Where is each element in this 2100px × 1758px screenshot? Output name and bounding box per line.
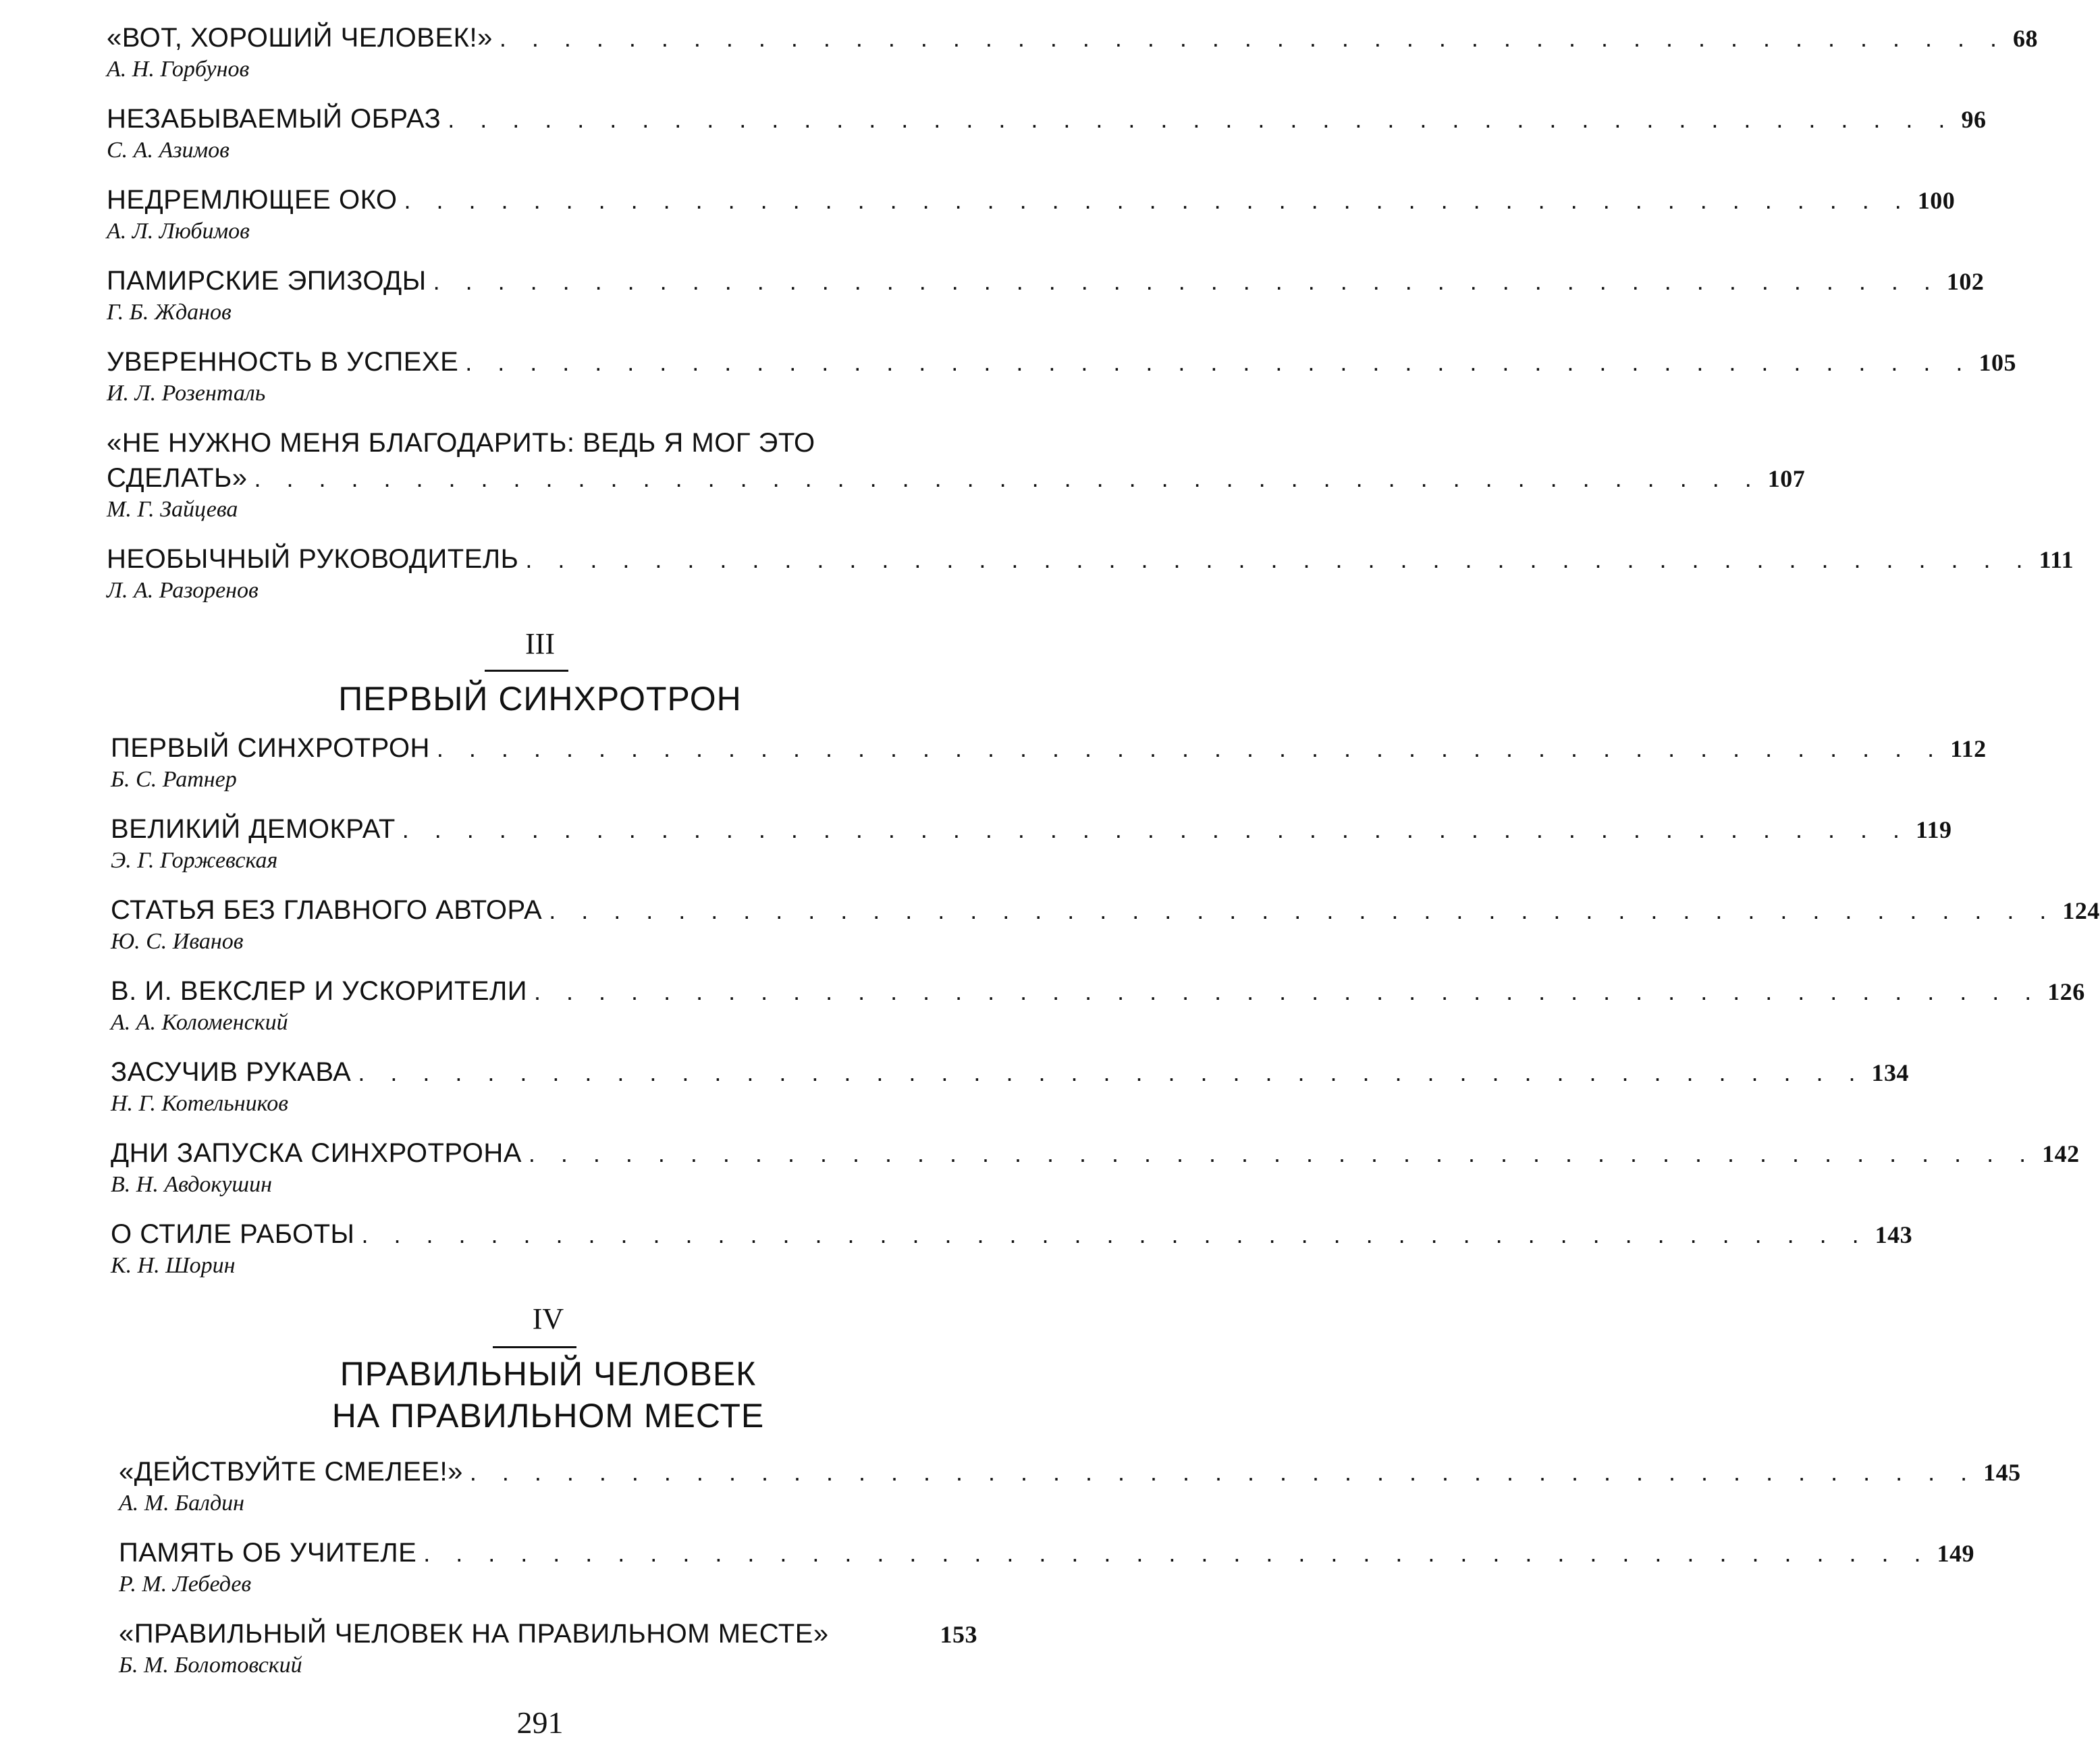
entry-author: И. Л. Розенталь [107,381,266,406]
toc-entry [111,893,2100,957]
entry-author: М. Г. Зайцева [107,497,238,522]
entry-author: Э. Г. Горжевская [111,848,278,873]
toc-entry [111,1055,1910,1119]
entry-title: «ДЕЙСТВУЙТЕ СМЕЛЕЕ!» [119,1457,463,1487]
dot-leader: . . . . . . . . . . . . . . . . . . . . . . . . . . . . . . . . . . . . . . . . . . . . . . . [528,1140,2036,1167]
entry-title: О СТИЛЕ РАБОТЫ [111,1219,355,1249]
entry-page-number: 149 [1937,1540,1974,1567]
entry-title: УВЕРЕННОСТЬ В УСПЕХЕ [107,347,459,377]
entry-title: В. И. ВЕКСЛЕР И УСКОРИТЕЛИ [111,976,528,1006]
entry-page-number: 100 [1917,187,1956,214]
entry-page-number: 112 [1950,735,1987,762]
entry-page-number: 107 [1767,465,1806,492]
dot-leader: . . . . . . . . . . . . . . . . . . . . . . . . . . . . . . . . . . . . . . . . . . . . . . . [404,186,1911,214]
entry-title: ПЕРВЫЙ СИНХРОТРОН [111,733,430,763]
section-title-line1: ПРАВИЛЬНЫЙ ЧЕЛОВЕК [340,1355,757,1393]
entry-title: СТАТЬЯ БЕЗ ГЛАВНОГО АВТОРА [111,895,543,925]
entry-title: «ПРАВИЛЬНЫЙ ЧЕЛОВЕК НА ПРАВИЛЬНОМ МЕСТЕ» [119,1619,829,1649]
entry-page-number: 126 [2047,978,2085,1005]
entry-page-number: 105 [1978,349,2016,376]
entry-author: К. Н. Шорин [111,1253,236,1278]
dot-leader: . . . . . . . . . . . . . . . . . . . . . . . . . . . . . . . . . . . . . . . . . . . . . . . [358,1059,1865,1086]
toc-entry [119,1616,977,1680]
entry-author: Ю. С. Иванов [111,929,244,954]
entry-page-number: 68 [2013,25,2038,52]
dot-leader: . . . . . . . . . . . . . . . . . . . . . . . . . . . . . . . . . . . . . . . . . . . . . . . [469,1458,1977,1486]
section-title: ПЕРВЫЙ СИНХРОТРОН [338,680,742,718]
entry-title: ПАМИРСКИЕ ЭПИЗОДЫ [107,266,427,296]
entry-title: ДНИ ЗАПУСКА СИНХРОТРОНА [111,1138,522,1168]
toc-entry [119,1535,1974,1599]
entry-title: СДЕЛАТЬ» [107,463,248,493]
section-number: III [525,627,555,660]
dot-leader: . . . . . . . . . . . . . . . . . . . . . . . . . . . . . . . . . . . . . . . . . . . . . . . [525,545,2032,573]
toc-entry [119,1454,2021,1518]
entry-page-number: 96 [1961,106,1987,133]
entry-author: Б. М. Болотовский [119,1653,302,1678]
dot-leader: . . . . . . . . . . . . . . . . . . . . . . . . . . . . . . . . . . . . . . . . . . . . . . . [499,24,2006,52]
section-number: IV [532,1302,564,1335]
entry-page-number: 124 [2062,897,2100,924]
entry-author: Г. Б. Жданов [107,300,232,325]
toc-entry [107,101,1987,165]
dot-leader: . . . . . . . . . . . . . . . . . . . . . . . . . . . . . . . . . . . . . . . . . . . . . . . [254,464,1761,492]
entry-page-number: 143 [1875,1221,1913,1248]
entry-title: ЗАСУЧИВ РУКАВА [111,1057,352,1087]
dot-leader: . . . . . . . . . . . . . . . . . . . . . . . . . . . . . . . . . . . . . . . . . . . . . . . [433,267,1940,295]
entry-page-number: 119 [1915,816,1952,843]
dot-leader: . . . . . . . . . . . . . . . . . . . . . . . . . . . . . . . . . . . . . . . . . . . . . . . [361,1221,1868,1248]
toc-entry [107,20,2038,84]
entry-title: ВЕЛИКИЙ ДЕМОКРАТ [111,814,396,844]
entry-title: НЕОБЫЧНЫЙ РУКОВОДИТЕЛЬ [107,544,519,574]
section-rule [493,1346,576,1348]
section-rule [485,670,568,672]
toc-entry [107,541,2074,606]
toc-entry [111,730,1987,795]
entry-page-number: 111 [2039,546,2074,573]
entry-author: А. М. Балдин [119,1491,245,1516]
entry-title: НЕЗАБЫВАЕМЫЙ ОБРАЗ [107,104,441,134]
entry-page-number: 134 [1871,1059,1910,1086]
entry-title-line1: «НЕ НУЖНО МЕНЯ БЛАГОДАРИТЬ: ВЕДЬ Я МОГ ЭТО [107,428,815,458]
entry-page-number: 153 [940,1621,977,1648]
entry-author: А. А. Коломенский [111,1010,288,1035]
entry-author: А. Л. Любимов [107,219,250,244]
entry-author: А. Н. Горбунов [107,57,250,82]
toc-entry [107,263,1985,327]
entry-author: Н. Г. Котельников [111,1091,288,1116]
toc-entry [111,1217,1913,1281]
entry-author: В. Н. Авдокушин [111,1172,272,1197]
entry-author: Р. М. Лебедев [119,1572,252,1597]
dot-leader: . . . . . . . . . . . . . . . . . . . . . . . . . . . . . . . . . . . . . . . . . . . . . . . [423,1539,1931,1567]
toc-entry [111,974,2085,1038]
dot-leader: . . . . . . . . . . . . . . . . . . . . . . . . . . . . . . . . . . . . . . . . . . . . . . . [465,348,1972,376]
entry-page-number: 102 [1946,268,1985,295]
toc-entry [107,182,1956,246]
entry-title: НЕДРЕМЛЮЩЕЕ ОКО [107,185,398,215]
entry-title: «ВОТ, ХОРОШИЙ ЧЕЛОВЕК!» [107,23,493,53]
toc-entry [111,811,1952,876]
page-number: 291 [516,1705,564,1740]
toc-entry [107,344,2016,408]
dot-leader: . . . . . . . . . . . . . . . . . . . . . . . . . . . . . . . . . . . . . . . . . . . . . . . [436,735,1944,762]
toc-entry [107,425,1806,525]
dot-leader: . . . . . . . . . . . . . . . . . . . . . . . . . . . . . . . . . . . . . . . . . . . . . . . [549,897,2056,924]
entry-author: С. А. Азимов [107,138,230,163]
dot-leader: . . . . . . . . . . . . . . . . . . . . . . . . . . . . . . . . . . . . . . . . . . . . . . . [534,978,2041,1005]
entry-author: Б. С. Ратнер [111,767,237,792]
entry-author: Л. А. Разоренов [107,578,259,603]
entry-page-number: 142 [2042,1140,2080,1167]
dot-leader: . . . . . . . . . . . . . . . . . . . . . . . . . . . . . . . . . . . . . . . . . . . . . . . [448,105,1955,133]
toc-entry [111,1136,2080,1200]
dot-leader: . . . . . . . . . . . . . . . . . . . . . . . . . . . . . . . . . . . . . . . . . . . . . . . [402,816,1909,843]
entry-title: ПАМЯТЬ ОБ УЧИТЕЛЕ [119,1538,417,1568]
entry-page-number: 145 [1983,1459,2021,1486]
section-title-line2: НА ПРАВИЛЬНОМ МЕСТЕ [331,1397,765,1435]
